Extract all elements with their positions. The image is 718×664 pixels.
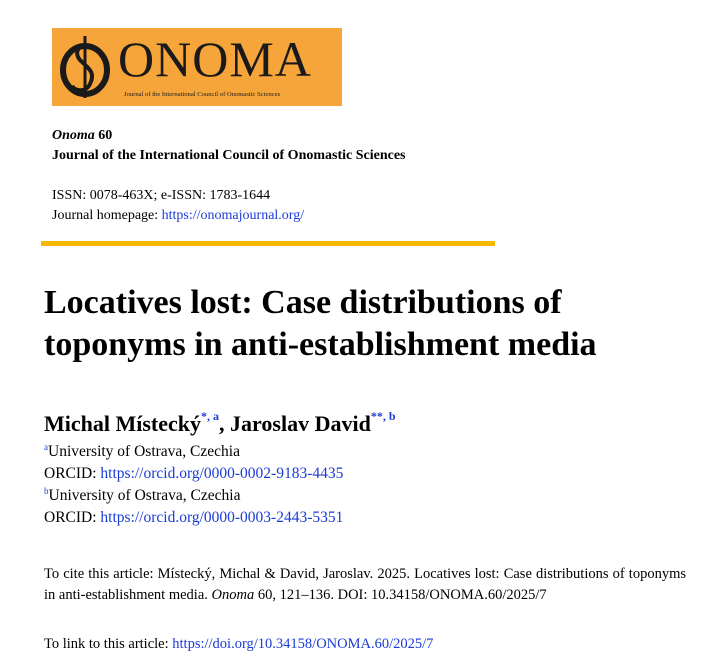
logo-subtitle: Journal of the International Council of Onomastic Sciences <box>124 91 281 98</box>
title-line-1: Locatives lost: Case distributions of <box>44 284 562 321</box>
author-name: Jaroslav David <box>230 411 371 436</box>
journal-name: Onoma <box>52 128 95 143</box>
homepage-line <box>52 208 304 224</box>
orcid-link[interactable]: https://orcid.org/0000-0003-2443-5351 <box>100 509 344 526</box>
orcid-a <box>44 465 343 483</box>
homepage-label: Journal homepage: <box>52 208 159 223</box>
affiliation-mark: a <box>44 442 48 452</box>
author-name: Michal Místecký <box>44 411 202 436</box>
orcid-label: ORCID: <box>44 465 97 482</box>
affiliation-institution: University of Ostrava, Czechia <box>48 443 240 460</box>
homepage-link[interactable]: https://onomajournal.org/ <box>161 208 305 223</box>
journal-volume: 60 <box>98 128 113 143</box>
citation-prefix: To cite this article: Místecký, Michal & David, Jaroslav. 2025. Locatives lost: Case distributions of toponyms in anti-establishment media. <box>44 566 686 603</box>
onoma-logo <box>52 28 342 106</box>
logo-wordmark: ONOMA <box>118 31 312 87</box>
journal-volume-line <box>52 128 112 144</box>
author-marks[interactable]: *, a <box>201 409 220 423</box>
affiliation-institution: University of Ostrava, Czechia <box>48 487 241 504</box>
accent-divider <box>41 241 495 246</box>
article-doi-link[interactable]: https://doi.org/10.34158/ONOMA.60/2025/7 <box>172 636 434 652</box>
orcid-label: ORCID: <box>44 509 97 526</box>
citation-block <box>44 564 686 606</box>
onoma-emblem-icon <box>58 34 114 100</box>
article-link-line <box>44 636 433 653</box>
citation-suffix: 60, 121–136. DOI: 10.34158/ONOMA.60/2025/7 <box>257 587 547 603</box>
orcid-link[interactable]: https://orcid.org/0000-0002-9183-4435 <box>100 465 344 482</box>
citation-journal: Onoma <box>211 587 255 603</box>
affiliation-mark: b <box>44 486 49 496</box>
title-line-2: toponyms in anti-establishment media <box>44 326 597 363</box>
article-link-label: To link to this article: <box>44 636 169 652</box>
affiliation-b <box>44 487 240 505</box>
author-list: Michal Místecký$^{*, a}$, Jaroslav David$^{**, b}$ <box>44 409 396 436</box>
journal-full-name: Journal of the International Council of Onomastic Sciences <box>52 148 406 163</box>
orcid-b <box>44 509 343 527</box>
issn-line: ISSN: 0078-463X; e-ISSN: 1783-1644 <box>52 188 271 203</box>
author-marks[interactable]: **, b <box>370 409 396 423</box>
affiliation-a <box>44 443 240 461</box>
article-title <box>44 282 704 366</box>
